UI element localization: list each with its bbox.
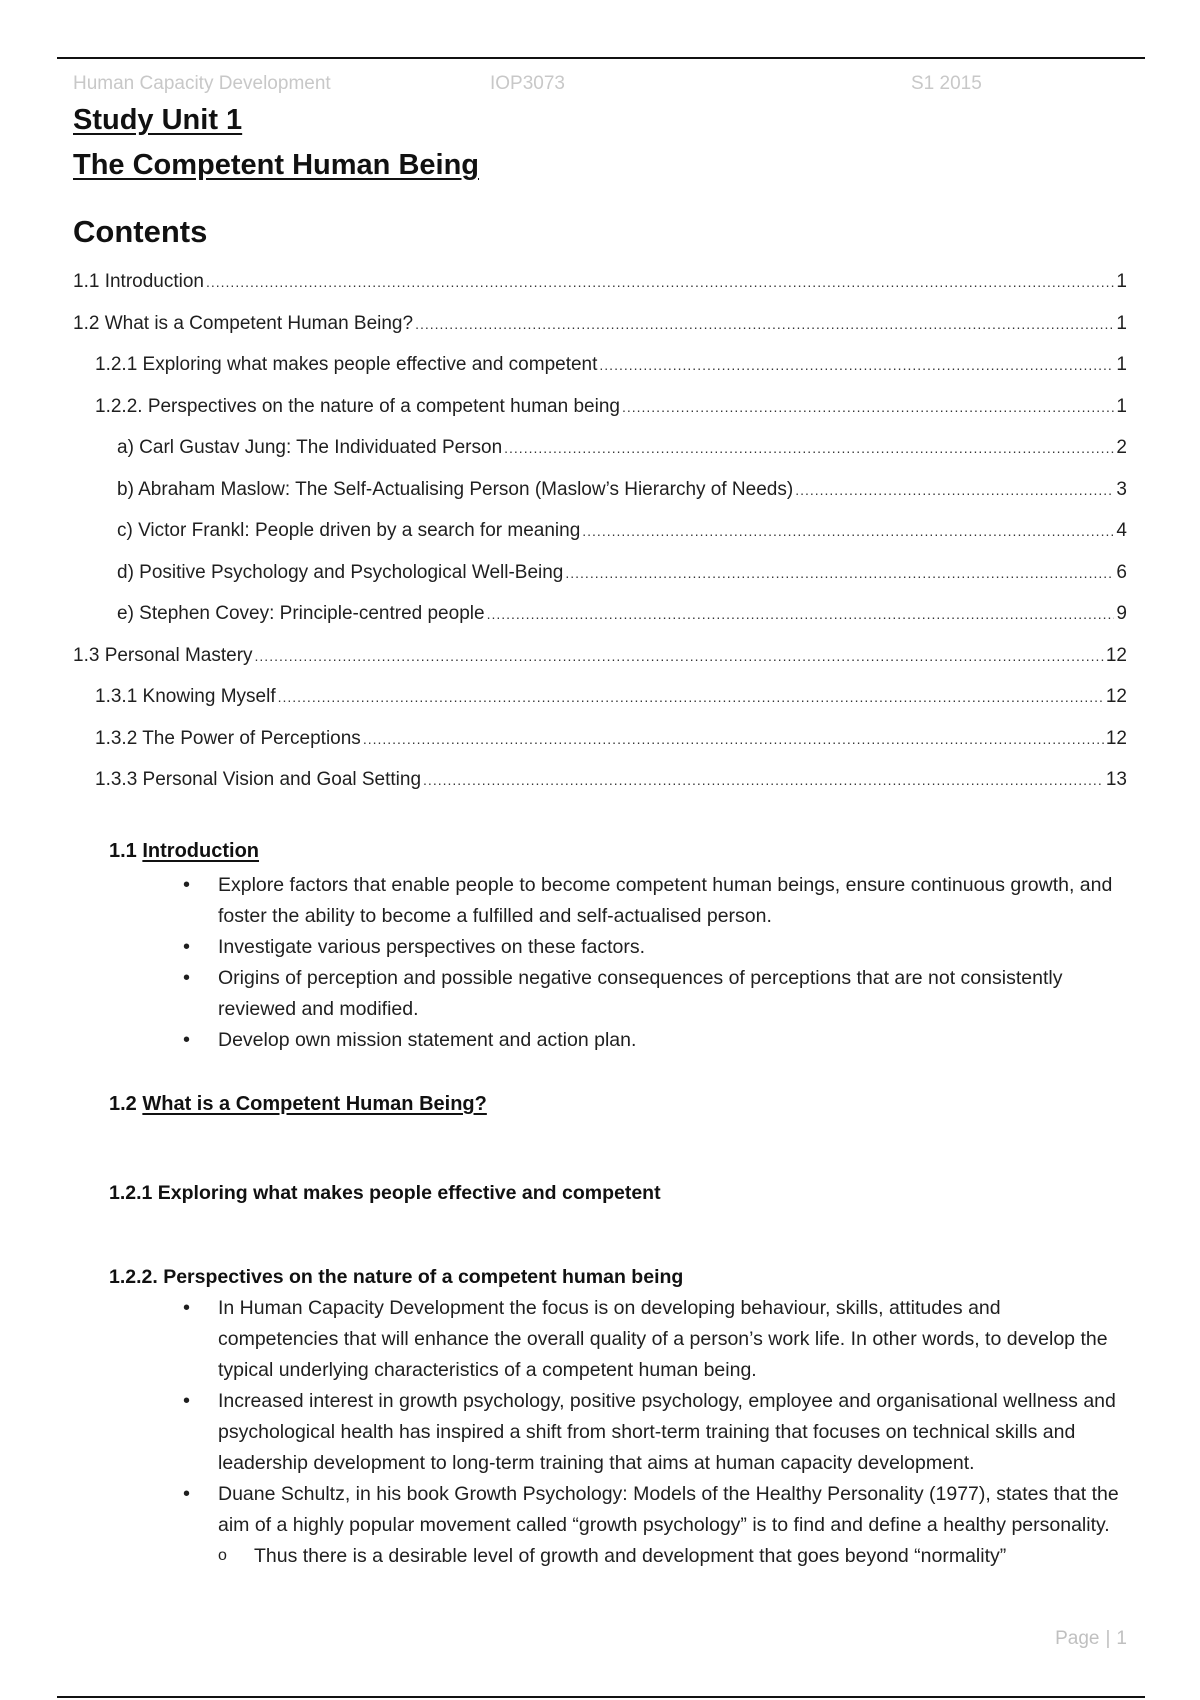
list-item-text: Duane Schultz, in his book Growth Psychology: Models of the Healthy Personality (1977), states that the aim of a highly popular movement called “growth psychology” is to find and define a healthy personality. [218,1483,1119,1536]
sub-bullet-list [218,1541,1122,1572]
toc-leader [255,648,1104,664]
toc-leader [206,274,1114,290]
study-unit-title: Study Unit 1 [73,104,243,136]
toc-entry-page: 9 [1116,603,1127,624]
footer-separator: | [1105,1628,1111,1649]
section-number: 1.2 [109,1093,137,1115]
section-title: Introduction [142,840,260,862]
toc-leader [599,357,1114,373]
toc-leader [487,606,1115,622]
toc-entry[interactable] [73,396,1127,438]
page-footer [1055,1628,1127,1650]
toc-entry-text: 1.2.1 Exploring what makes people effective and competent [95,354,598,375]
toc-entry-page: 12 [1105,686,1127,707]
toc-leader [415,316,1114,332]
toc-entry-text: 1.2.2. Perspectives on the nature of a competent human being [95,395,620,417]
toc-entry-text: d) Positive Psychology and Psychological Well-Being [117,561,564,583]
toc-entry[interactable] [73,645,1127,687]
toc-leader [504,440,1114,456]
toc-entry-text: a) Carl Gustav Jung: The Individuated Person [117,437,503,458]
section-title: What is a Competent Human Being? [142,1093,487,1115]
header-code: IOP3073 [490,73,565,94]
toc-entry-page: 13 [1105,769,1127,790]
toc-leader [565,565,1114,581]
bottom-rule [57,1696,1145,1698]
top-rule [57,57,1145,59]
toc-leader [278,689,1104,705]
toc-entry[interactable] [73,520,1127,562]
list-item: • Investigate various perspectives on these factors. [177,932,1122,963]
section-1-2-1-heading: 1.2.1 Exploring what makes people effective and competent [109,1182,661,1204]
toc-entry-page: 2 [1116,437,1127,458]
toc-entry-page: 6 [1116,561,1127,583]
toc-entry-page: 3 [1116,478,1127,500]
toc-entry[interactable] [73,686,1127,728]
sub-list-item: o Thus there is a desirable level of growth and development that goes beyond “normality” [218,1541,1122,1572]
toc-entry-text: b) Abraham Maslow: The Self-Actualising Person (Maslow’s Hierarchy of Needs) [117,478,794,500]
toc-entry-page: 1 [1116,271,1127,292]
header-course: Human Capacity Development [73,73,331,94]
toc-leader [582,523,1114,539]
section-1-1-heading [109,840,259,863]
toc-leader [423,772,1104,788]
toc-entry[interactable] [73,479,1127,521]
list-item: • Develop own mission statement and action plan. [177,1025,1122,1056]
toc-entry-text: c) Victor Frankl: People driven by a search for meaning [117,520,581,541]
section-1-2-heading [109,1093,487,1116]
toc-entry[interactable] [73,769,1127,811]
toc-entry-page: 1 [1116,354,1127,375]
toc-entry-page: 12 [1105,727,1127,749]
section-1-2-2-heading: 1.2.2. Perspectives on the nature of a competent human being [109,1266,684,1288]
toc-entry-page: 1 [1116,312,1127,334]
toc-entry-text: 1.3.1 Knowing Myself [95,686,276,707]
toc-entry[interactable] [73,313,1127,355]
toc-entry[interactable] [73,437,1127,479]
page-number: 1 [1116,1628,1127,1649]
toc-entry-text: 1.3.3 Personal Vision and Goal Setting [95,769,422,790]
list-item: • Origins of perception and possible negative consequences of perceptions that are not consistently reviewed and modified. [177,963,1122,1025]
toc-entry[interactable] [73,354,1127,396]
toc-entry-text: 1.3.2 The Power of Perceptions [95,727,361,749]
page-header [73,73,1133,97]
list-item: • Explore factors that enable people to become competent human beings, ensure continuous growth, and foster the ability to become a fulfilled and self-actualised person. [177,870,1122,932]
toc-entry-page: 12 [1105,644,1127,666]
toc-entry-text: 1.2 What is a Competent Human Being? [73,312,414,334]
toc-leader [622,399,1114,415]
list-item: • Increased interest in growth psychology, positive psychology, employee and organisational wellness and psychological health has inspired a shift from short-term training that focuses on technical skills and leadership development to long-term training that aims at human capacity development. [177,1386,1122,1479]
toc-leader [795,482,1114,498]
toc-entry-text: 1.3 Personal Mastery [73,644,253,666]
toc-entry-page: 1 [1116,395,1127,417]
toc-entry-text: e) Stephen Covey: Principle-centred people [117,603,485,624]
table-of-contents [73,271,1127,811]
toc-entry-text: 1.1 Introduction [73,271,204,292]
section-number: 1.1 [109,840,137,862]
toc-entry[interactable] [73,271,1127,313]
toc-entry[interactable] [73,603,1127,645]
toc-entry[interactable] [73,562,1127,604]
unit-subtitle: The Competent Human Being [73,149,480,181]
page-label: Page [1055,1628,1100,1649]
contents-heading: Contents [73,214,208,249]
list-item: • In Human Capacity Development the focus is on developing behaviour, skills, attitudes and competencies that will enhance the overall quality of a person’s work life. In other words, to develop the typical underlying characteristics of a competent human being. [177,1293,1122,1386]
section-1-1-bullets [177,870,1122,1056]
toc-entry[interactable] [73,728,1127,770]
header-semester: S1 2015 [911,73,982,94]
section-1-2-2-bullets [177,1293,1122,1572]
toc-leader [363,731,1104,747]
list-item [177,1479,1122,1572]
toc-entry-page: 4 [1116,520,1127,541]
